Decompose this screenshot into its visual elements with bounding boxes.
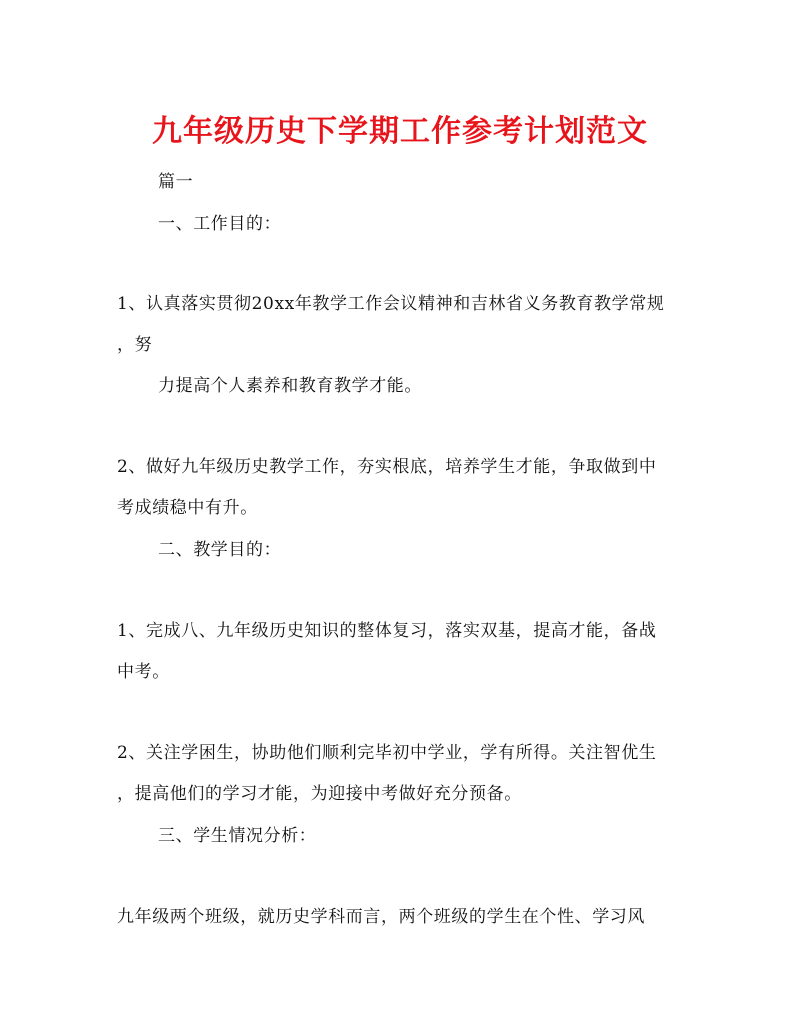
item4-line1: 2、关注学困生，协助他们顺利完毕初中学业，学有所得。关注智优生 — [117, 743, 657, 763]
section-heading-goals: 一、工作目的： — [158, 214, 282, 234]
item2-line1: 2、做好九年级历史教学工作，夯实根底，培养学生才能，争取做到中 — [117, 457, 657, 477]
paragraph-line: 九年级两个班级，就历史学科而言，两个班级的学生在个性、学习风 — [117, 907, 645, 927]
item2-line2: 考成绩稳中有升。 — [117, 498, 258, 518]
section-heading-students: 三、学生情况分析： — [158, 826, 317, 846]
item1-line3: 力提高个人素养和教育教学才能。 — [158, 376, 422, 396]
item3-line1: 1、完成八、九年级历史知识的整体复习，落实双基，提高才能，备战 — [117, 621, 657, 641]
document-title: 九年级历史下学期工作参考计划范文 — [152, 114, 648, 149]
section-heading-teaching: 二、教学目的： — [158, 540, 282, 560]
part-label: 篇一 — [158, 172, 194, 192]
item1-line1: 1、认真落实贯彻20xx年教学工作会议精神和吉林省义务教育教学常规 — [117, 294, 665, 314]
item1-line2: ，努 — [117, 335, 153, 355]
item4-line2: ，提高他们的学习才能，为迎接中考做好充分预备。 — [117, 784, 522, 804]
item3-line2: 中考。 — [117, 662, 170, 682]
